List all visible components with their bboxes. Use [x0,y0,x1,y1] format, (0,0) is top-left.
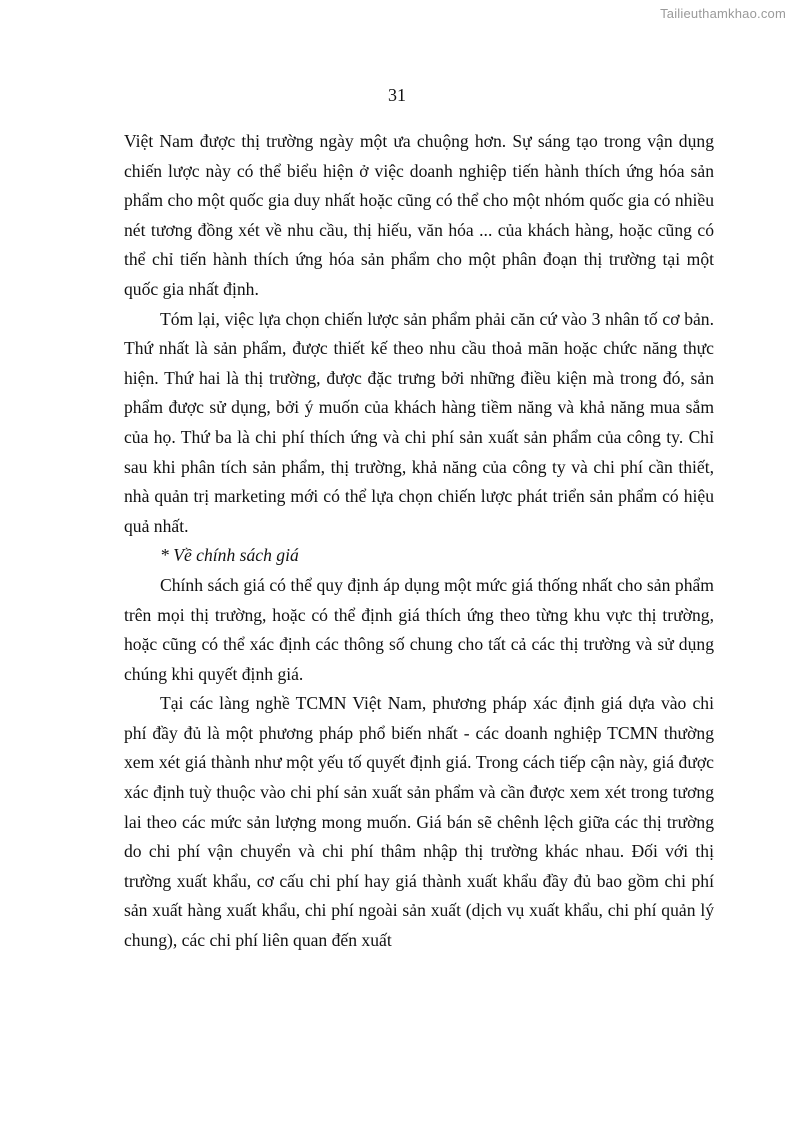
watermark-text: Tailieuthamkhao.com [660,6,786,21]
page-number: 31 [388,85,406,105]
paragraph-pricing-method: Tại các làng nghề TCMN Việt Nam, phương pháp xác định giá dựa vào chi phí đầy đủ là một phương pháp phổ biến nhất - các doanh nghiệp TCMN thường xem xét giá thành như một yếu tố quyết định giá. Trong cách tiếp cận này, giá được xác định tuỳ thuộc vào chi phí sản xuất sản phẩm và cần được xem xét trong tương lai theo các mức sản lượng mong muốn. Giá bán sẽ chênh lệch giữa các thị trường do chi phí vận chuyển và chi phí thâm nhập thị trường khác nhau. Đối với thị trường xuất khẩu, cơ cấu chi phí hay giá thành xuất khẩu đầy đủ bao gồm chi phí sản xuất hàng xuất khẩu, chi phí ngoài sản xuất (dịch vụ xuất khẩu, chi phí quản lý chung), các chi phí liên quan đến xuất [124,693,714,951]
section-heading-pricing: * Về chính sách giá [160,545,299,566]
paragraph-continued: Việt Nam được thị trường ngày một ưa chuộng hơn. Sự sáng tạo trong vận dụng chiến lược này có thể biểu hiện ở việc doanh nghiệp tiến hành thích ứng hóa sản phẩm cho một quốc gia duy nhất hoặc cũng có thể cho một nhóm quốc gia có nhiều nét tương đồng xét về nhu cầu, thị hiếu, văn hóa ... của khách hàng, hoặc cũng có thể chỉ tiến hành thích ứng hóa sản phẩm cho một phân đoạn thị trường tại một quốc gia nhất định. [124,131,714,299]
document-body [124,127,714,956]
paragraph-summary: Tóm lại, việc lựa chọn chiến lược sản phẩm phải căn cứ vào 3 nhân tố cơ bản. Thứ nhất là sản phẩm, được thiết kế theo nhu cầu thoả mãn hoặc chức năng thực hiện. Thứ hai là thị trường, được đặc trưng bởi những điều kiện mà trong đó, sản phẩm được sử dụng, bởi ý muốn của khách hàng tiềm năng và khả năng mua sắm của họ. Thứ ba là chi phí thích ứng và chi phí sản xuất sản phẩm của công ty. Chỉ sau khi phân tích sản phẩm, thị trường, khả năng của công ty và chi phí cần thiết, nhà quản trị marketing mới có thể lựa chọn chiến lược phát triển sản phẩm có hiệu quả nhất. [124,308,714,536]
paragraph-pricing-policy: Chính sách giá có thể quy định áp dụng một mức giá thống nhất cho sản phẩm trên mọi thị trường, hoặc có thể định giá thích ứng theo từng khu vực thị trường, hoặc cũng có thể xác định các thông số chung cho tất cả các thị trường và sử dụng chúng khi quyết định giá. [124,574,714,684]
